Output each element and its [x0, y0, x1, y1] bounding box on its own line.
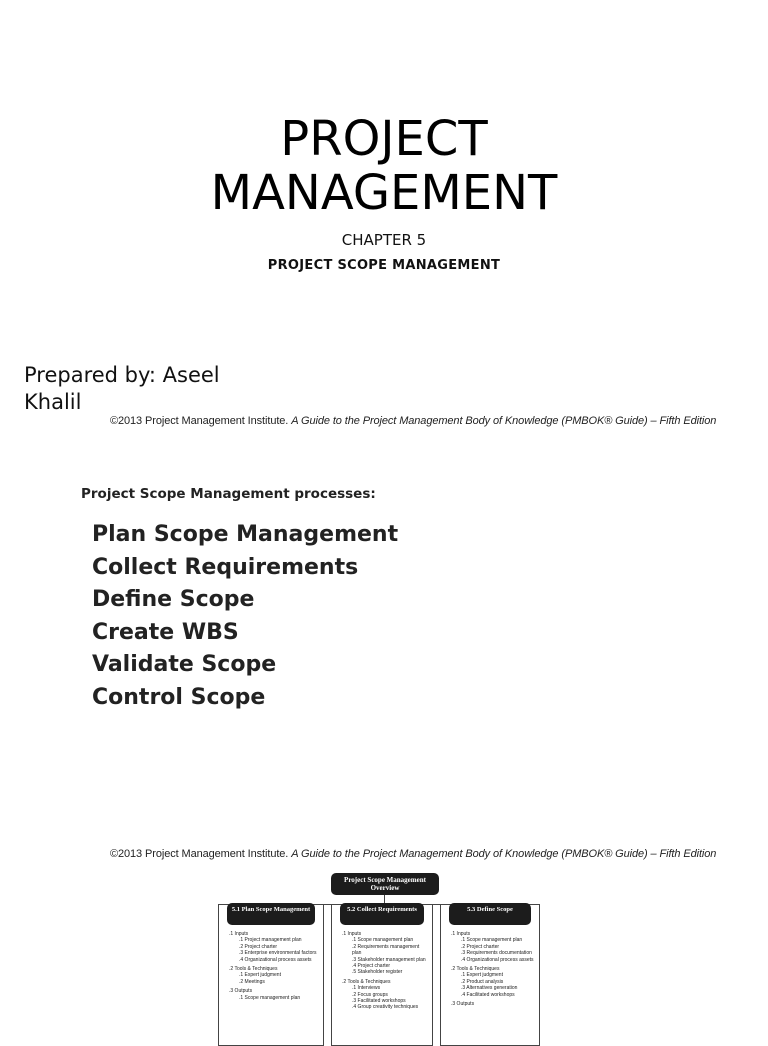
process-item: Create WBS: [92, 619, 239, 645]
column-section: [342, 931, 428, 976]
document-title: [0, 112, 768, 220]
process-item: Validate Scope: [92, 652, 277, 677]
column-section: [229, 988, 319, 1001]
section-label: .2 Tools & Techniques: [451, 966, 500, 973]
section-label: .3 Outputs: [229, 988, 253, 995]
section-item: .4 Facilitated workshops: [461, 991, 515, 998]
process-list: [92, 519, 398, 714]
copyright-prefix: ©2013 Project Management Institute.: [110, 415, 292, 427]
column-body: [451, 931, 535, 1010]
process-column: [440, 904, 540, 1046]
chapter-label: CHAPTER 5: [341, 231, 427, 249]
section-item: .1 Interviews: [352, 985, 381, 992]
section-item: .3 Stakeholder management plan: [352, 956, 426, 963]
section-label: .2 Tools & Techniques: [229, 966, 278, 973]
section-label: .1 Inputs: [451, 931, 471, 937]
column-title: 5.2 Collect Requirements: [340, 903, 424, 925]
section-label: .3 Outputs: [451, 1001, 475, 1008]
section-item: .4 Project charter: [352, 963, 391, 970]
section-label: .1 Inputs: [342, 931, 362, 937]
column-section: [229, 931, 319, 963]
prepared-by: Prepared by: Aseel Khalil: [24, 363, 220, 414]
section-item: .2 Requirements management plan: [352, 943, 420, 957]
section-item: .1 Project management plan: [239, 937, 302, 944]
section-item: .1 Expert judgment: [461, 972, 503, 979]
process-item: Collect Requirements: [92, 554, 359, 580]
section-item: .4 Organizational process assets: [461, 956, 534, 963]
column-section: [451, 931, 535, 963]
chapter-subtitle: PROJECT SCOPE MANAGEMENT: [267, 258, 501, 273]
column-section: [342, 979, 428, 1011]
section-label: .1 Inputs: [229, 931, 249, 937]
title-line-1: PROJECT: [280, 111, 488, 167]
copyright-title: A Guide to the Project Management Body of Knowledge (PMBOK® Guide) – Fifth Edition: [291, 848, 717, 860]
column-section: [229, 966, 319, 985]
section-item: .2 Project charter: [239, 943, 278, 950]
section-item: .3 Enterprise environmental factors: [239, 950, 317, 957]
column-section: [451, 1001, 535, 1007]
copyright-notice: [110, 415, 716, 427]
section-item: .2 Focus groups: [352, 991, 388, 998]
section-item: .2 Project charter: [461, 943, 500, 950]
section-item: .2 Product analysis: [461, 978, 504, 985]
overview-box: Project Scope Management Overview: [331, 873, 439, 895]
column-body: [342, 931, 428, 1014]
section-item: .3 Alternatives generation: [461, 985, 518, 992]
column-body: [229, 931, 319, 1004]
copyright-prefix: ©2013 Project Management Institute.: [110, 848, 292, 860]
section-item: .4 Group creativity techniques: [352, 1004, 419, 1011]
section-item: .4 Organizational process assets: [239, 956, 312, 963]
section-item: .1 Expert judgment: [239, 972, 281, 979]
section-item: .5 Stakeholder register: [352, 969, 403, 976]
section-item: .3 Facilitated workshops: [352, 998, 406, 1005]
process-column: [218, 904, 324, 1046]
section-item: .1 Scope management plan: [239, 994, 301, 1001]
processes-heading: Project Scope Management processes:: [81, 486, 376, 502]
section-item: .2 Meetings: [239, 978, 265, 985]
section-item: .1 Scope management plan: [461, 937, 523, 944]
column-title: 5.3 Define Scope: [449, 903, 531, 925]
column-section: [451, 966, 535, 998]
process-item: Control Scope: [92, 684, 266, 710]
title-line-2: MANAGEMENT: [210, 165, 558, 221]
process-column: [331, 904, 433, 1046]
process-item: Define Scope: [92, 587, 255, 612]
section-item: .3 Requirements documentation: [461, 950, 532, 957]
column-title: 5.1 Plan Scope Management: [227, 903, 315, 925]
section-label: .2 Tools & Techniques: [342, 978, 391, 985]
copyright-title: A Guide to the Project Management Body of Knowledge (PMBOK® Guide) – Fifth Edition: [291, 415, 717, 427]
section-item: .1 Scope management plan: [352, 937, 414, 944]
process-item: Plan Scope Management: [92, 522, 399, 547]
copyright-notice: [110, 848, 716, 860]
